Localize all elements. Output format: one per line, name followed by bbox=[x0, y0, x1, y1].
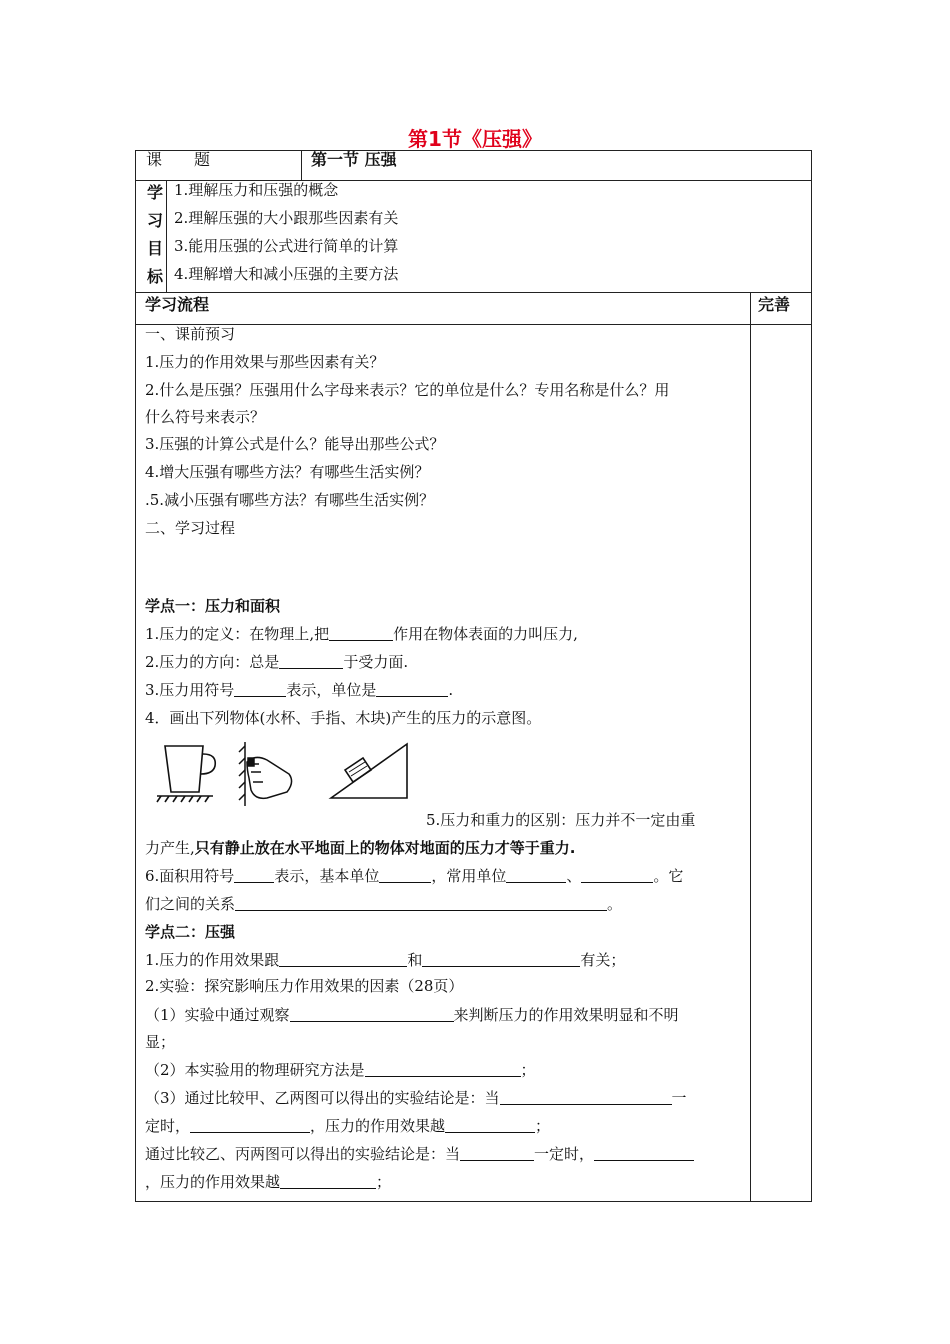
point-heading: 学点二：压强 bbox=[145, 923, 236, 941]
answer-blank[interactable] bbox=[422, 952, 580, 967]
answer-blank[interactable] bbox=[290, 1007, 454, 1022]
flow-label: 学习流程 bbox=[145, 295, 210, 314]
answer-blank[interactable] bbox=[376, 682, 448, 697]
objectives-label-char: 习 bbox=[147, 211, 164, 230]
table-divider bbox=[135, 324, 812, 325]
answer-blank[interactable] bbox=[500, 1090, 672, 1105]
fill-line: 2.压力的方向：总是 于受力面. bbox=[145, 653, 409, 671]
objectives-label-char: 标 bbox=[147, 267, 164, 286]
block-on-incline-icon bbox=[331, 744, 407, 798]
objective-item: 1.理解压力和压强的概念 bbox=[174, 181, 339, 199]
question-line: .5.减小压强有哪些方法？有哪些生活实例？ bbox=[145, 491, 435, 509]
answer-blank[interactable] bbox=[190, 1118, 310, 1133]
fill-line: 们之间的关系 。 bbox=[145, 895, 623, 913]
question-line: 3.压强的计算公式是什么？能导出那些公式？ bbox=[145, 435, 445, 453]
text-line: 显； bbox=[145, 1033, 176, 1051]
table-divider bbox=[135, 292, 812, 293]
table-divider bbox=[750, 292, 751, 1202]
fill-line: 1.压力的定义：在物理上,把 作用在物体表面的力叫压力, bbox=[145, 625, 578, 643]
force-diagram-figures bbox=[155, 740, 415, 810]
answer-blank[interactable] bbox=[279, 952, 407, 967]
question-line: 1.压力的作用效果与那些因素有关？ bbox=[145, 353, 385, 371]
fill-line: 1.压力的作用效果跟 和 有关； bbox=[145, 951, 626, 969]
objectives-label-char: 学 bbox=[147, 183, 164, 202]
objectives-label-char: 目 bbox=[147, 239, 164, 258]
answer-blank[interactable] bbox=[280, 1174, 376, 1189]
emphasis-text: 只有静止放在水平地面上的物体对地面的压力才等于重力. bbox=[194, 839, 576, 857]
answer-blank[interactable] bbox=[594, 1146, 694, 1161]
point-heading: 学点一：压力和面积 bbox=[145, 597, 281, 615]
answer-blank[interactable] bbox=[365, 1062, 521, 1077]
answer-blank[interactable] bbox=[460, 1146, 534, 1161]
section-heading: 一、课前预习 bbox=[145, 325, 236, 343]
cup-icon bbox=[157, 746, 215, 802]
topic-value: 第一节 压强 bbox=[311, 150, 397, 169]
text-line: 5.压力和重力的区别：压力并不一定由重 bbox=[426, 811, 696, 829]
fill-line: （2）本实验用的物理研究方法是 ； bbox=[145, 1061, 536, 1079]
objective-item: 2.理解压强的大小跟那些因素有关 bbox=[174, 209, 399, 227]
text-line: 力产生,只有静止放在水平地面上的物体对地面的压力才等于重力. bbox=[145, 839, 576, 857]
answer-blank[interactable] bbox=[581, 868, 653, 883]
table-divider bbox=[301, 150, 302, 180]
topic-label: 课 题 bbox=[146, 150, 211, 169]
question-line: 2.实验：探究影响压力作用效果的因素（28页） bbox=[145, 977, 464, 995]
answer-blank[interactable] bbox=[445, 1118, 535, 1133]
question-line: 什么符号来表示？ bbox=[145, 408, 266, 426]
objective-item: 3.能用压强的公式进行简单的计算 bbox=[174, 237, 399, 255]
fill-line: （1）实验中通过观察 来判断压力的作用效果明显和不明 bbox=[145, 1006, 679, 1024]
worksheet-table bbox=[135, 150, 812, 1202]
answer-blank[interactable] bbox=[279, 654, 343, 669]
fill-line: 3.压力用符号 表示，单位是 . bbox=[145, 681, 454, 699]
improve-label: 完善 bbox=[758, 295, 791, 314]
answer-blank[interactable] bbox=[506, 868, 566, 883]
fill-line: 定时， ，压力的作用效果越 ； bbox=[145, 1117, 551, 1135]
fill-line: 通过比较乙、丙两图可以得出的实验结论是：当 一定时， bbox=[145, 1144, 694, 1164]
section-heading: 二、学习过程 bbox=[145, 519, 236, 537]
question-line: 4．画出下列物体(水杯、手指、木块)产生的压力的示意图。 bbox=[145, 709, 542, 727]
question-line: 4.增大压强有哪些方法？有哪些生活实例？ bbox=[145, 463, 430, 481]
question-line: 2.什么是压强？压强用什么字母来表示？它的单位是什么？专用名称是什么？用 bbox=[145, 381, 670, 399]
table-divider bbox=[166, 180, 167, 292]
objective-item: 4.理解增大和减小压强的主要方法 bbox=[174, 265, 399, 283]
hand-on-wall-icon bbox=[239, 742, 292, 806]
fill-line: （3）通过比较甲、乙两图可以得出的实验结论是：当 一 bbox=[145, 1089, 687, 1107]
answer-blank[interactable] bbox=[234, 682, 286, 697]
answer-blank[interactable] bbox=[235, 896, 607, 911]
answer-blank[interactable] bbox=[234, 868, 274, 883]
answer-blank[interactable] bbox=[329, 626, 393, 641]
page-title: 第1节《压强》 bbox=[408, 127, 542, 151]
fill-line: 6.面积用符号 表示，基本单位 ，常用单位 、 。它 bbox=[145, 867, 684, 885]
fill-line: ，压力的作用效果越 ； bbox=[145, 1173, 392, 1191]
answer-blank[interactable] bbox=[379, 868, 431, 883]
